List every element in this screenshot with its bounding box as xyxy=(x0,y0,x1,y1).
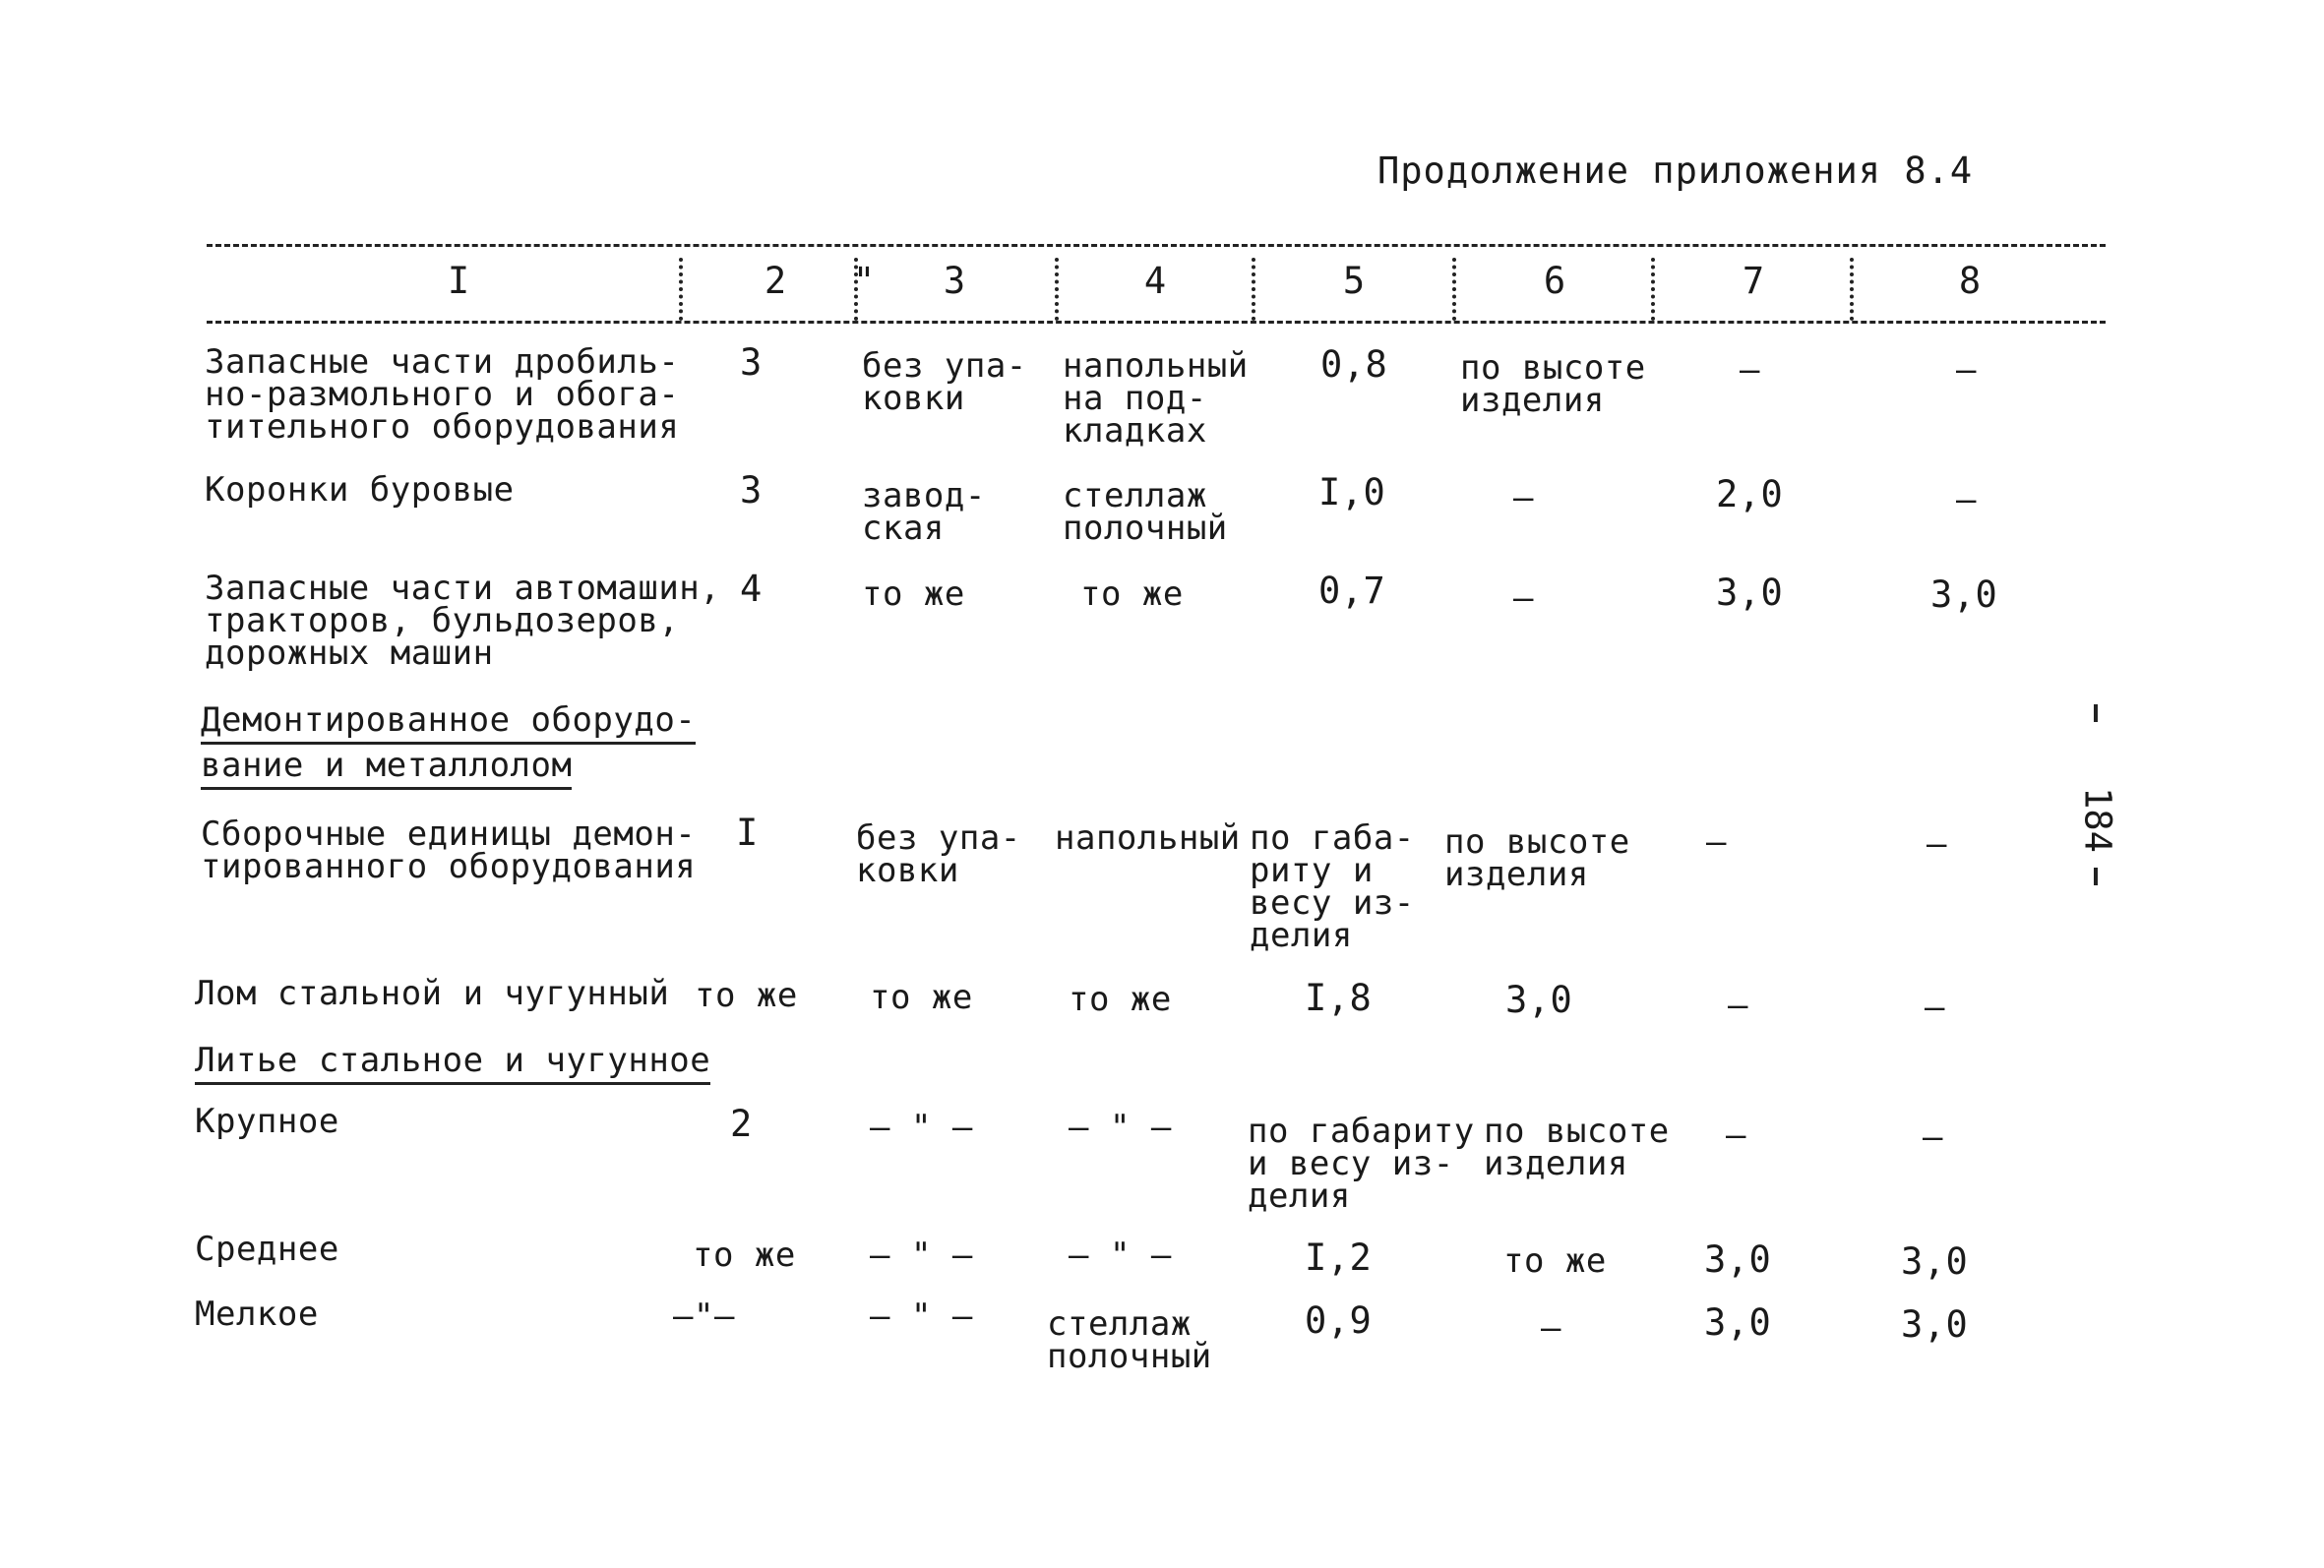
row-4-item: Сборочные единицы демон- тированного оборудования xyxy=(201,814,697,886)
row-6-col2: 2 xyxy=(730,1103,753,1145)
row-2-col5: I,0 xyxy=(1318,471,1386,513)
column-number-8: 8 xyxy=(1958,260,1982,302)
row-4-col8: – xyxy=(1926,824,1947,864)
page-number-dash-top xyxy=(2094,704,2098,722)
row-3-col6: – xyxy=(1513,578,1534,618)
row-8-col8: 3,0 xyxy=(1901,1303,1969,1346)
row-6-col4: – " – xyxy=(1069,1108,1172,1147)
header-bottom-rule xyxy=(207,321,2106,324)
row-7-col4: – " – xyxy=(1069,1236,1172,1275)
row-4-col3: без упа- ковки xyxy=(856,818,1021,890)
column-number-2: 2 xyxy=(764,260,787,302)
row-3-col4: то же xyxy=(1080,574,1184,614)
row-2-col8: – xyxy=(1956,480,1977,519)
row-6-col7: – xyxy=(1726,1116,1746,1155)
row-2-col7: 2,0 xyxy=(1716,473,1784,515)
section-dismantled-equipment-cont: вание и металлолом xyxy=(201,746,572,790)
row-8-item: Мелкое xyxy=(195,1295,319,1334)
column-number-6: 6 xyxy=(1543,260,1566,302)
row-5-col7: – xyxy=(1728,986,1748,1025)
row-5-item: Лом стальной и чугунный xyxy=(195,974,670,1013)
row-1-col6: по высоте изделия xyxy=(1460,348,1646,420)
row-4-col5: по габа- риту и весу из- делия xyxy=(1250,818,1415,955)
row-1-col7: – xyxy=(1740,350,1760,390)
row-5-col3: то же xyxy=(870,978,973,1017)
row-6-item: Крупное xyxy=(195,1102,339,1141)
row-7-item: Среднее xyxy=(195,1230,339,1269)
row-8-col4: стеллаж полочный xyxy=(1047,1304,1212,1376)
row-4-col4: напольный xyxy=(1055,818,1241,858)
row-7-col8: 3,0 xyxy=(1901,1240,1969,1283)
section-cast-steel-iron: Литье стальное и чугунное xyxy=(195,1041,710,1085)
row-3-col7: 3,0 xyxy=(1716,572,1784,614)
row-1-col3: без упа- ковки xyxy=(862,346,1027,418)
row-1-col5: 0,8 xyxy=(1320,343,1388,386)
row-1-item: Запасные части дробиль- но-размольного и обога- тительного оборудования xyxy=(205,342,680,447)
row-7-col3: – " – xyxy=(870,1236,973,1275)
header-top-rule xyxy=(207,244,2106,247)
row-5-col5: I,8 xyxy=(1305,977,1373,1019)
column-number-1: I xyxy=(447,260,470,302)
row-7-col6: то же xyxy=(1503,1241,1607,1281)
row-3-col3: то же xyxy=(862,574,965,614)
row-2-item: Коронки буровые xyxy=(205,470,515,510)
column-separator xyxy=(1651,258,1655,321)
row-5-col4: то же xyxy=(1069,980,1172,1019)
row-5-col6: 3,0 xyxy=(1505,979,1573,1021)
row-6-col3: – " – xyxy=(870,1108,973,1147)
column-separator xyxy=(1252,258,1255,321)
column-3-mark: " xyxy=(852,260,876,302)
column-number-5: 5 xyxy=(1342,260,1366,302)
column-separator xyxy=(1850,258,1854,321)
row-8-col3: – " – xyxy=(870,1297,973,1336)
row-8-col5: 0,9 xyxy=(1305,1299,1373,1342)
row-5-col8: – xyxy=(1925,988,1945,1027)
row-8-col6: – xyxy=(1541,1308,1561,1348)
column-separator xyxy=(679,258,683,321)
row-1-col4: напольный на под- кладках xyxy=(1063,346,1249,451)
row-8-col2: –"– xyxy=(673,1297,735,1336)
row-2-col3: завод- ская xyxy=(862,476,986,548)
column-separator xyxy=(1055,258,1059,321)
row-3-col2: 4 xyxy=(740,568,763,610)
row-8-col7: 3,0 xyxy=(1704,1301,1772,1344)
row-4-col6: по высоте изделия xyxy=(1444,822,1630,894)
continuation-heading: Продолжение приложения 8.4 xyxy=(1377,150,1974,192)
row-2-col2: 3 xyxy=(740,469,763,512)
column-number-3: 3 xyxy=(943,260,966,302)
row-3-col8: 3,0 xyxy=(1930,573,1998,616)
row-6-col8: – xyxy=(1923,1117,1943,1157)
row-1-col2: 3 xyxy=(740,341,763,384)
row-1-col8: – xyxy=(1956,350,1977,390)
column-number-7: 7 xyxy=(1742,260,1765,302)
page-number-dash-bottom xyxy=(2094,868,2098,885)
column-separator xyxy=(1452,258,1456,321)
row-7-col2: то же xyxy=(693,1236,796,1275)
row-2-col6: – xyxy=(1513,478,1534,517)
row-6-col6: по высоте изделия xyxy=(1484,1112,1670,1183)
page-number: 184 xyxy=(2076,787,2119,853)
row-7-col7: 3,0 xyxy=(1704,1238,1772,1281)
row-3-col5: 0,7 xyxy=(1318,570,1386,612)
row-6-col5: по габариту и весу из- делия xyxy=(1248,1112,1475,1216)
row-5-col2: то же xyxy=(695,976,798,1015)
section-dismantled-equipment: Демонтированное оборудо- xyxy=(201,700,696,745)
row-3-item: Запасные части автомашин, тракторов, бульдозеров, дорожных машин xyxy=(205,569,721,673)
column-number-4: 4 xyxy=(1143,260,1167,302)
row-4-col2: I xyxy=(736,812,759,854)
row-2-col4: стеллаж полочный xyxy=(1063,476,1228,548)
row-7-col5: I,2 xyxy=(1305,1236,1373,1279)
row-4-col7: – xyxy=(1706,822,1727,862)
